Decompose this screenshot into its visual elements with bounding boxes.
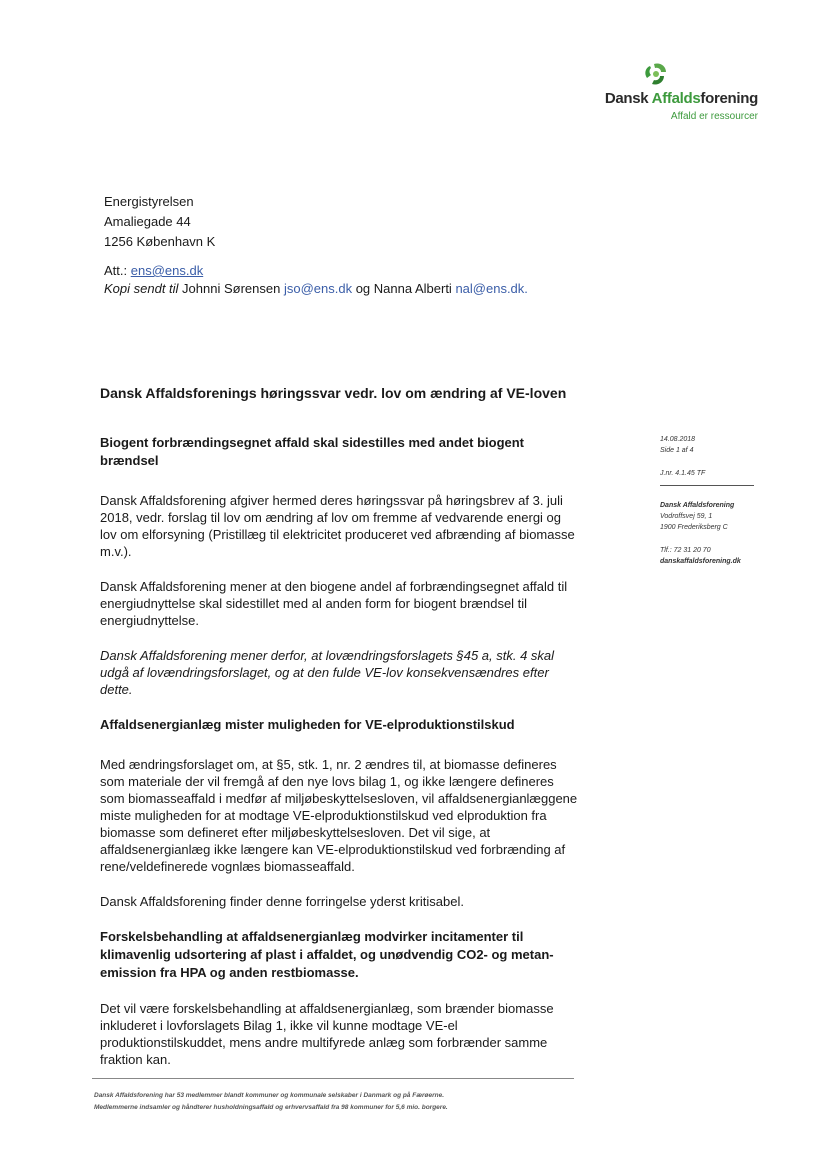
section-heading: Forskelsbehandling at affaldsenergianlæg modvirker incitamenter til klimavenlig udsortering af plast i affaldet, og unødvendig CO2- og metan-emission fra HPA og anden restbiomasse. (100, 929, 554, 980)
letter-body (100, 384, 580, 1068)
footer-line: Medlemmerne indsamler og håndterer husholdningsaffald og erhvervsaffald fra 98 kommuner for 5,6 mio. borgere. (94, 1104, 448, 1111)
recipient-address (104, 192, 215, 252)
paragraph: Dansk Affaldsforening afgiver hermed deres høringssvar på høringsbrev af 3. juli 2018, vedr. forslag til lov om ændring af lov om fremme af vedvarende energi og lov om elforsyning (Pristillæg til elektricitet produceret ved afbrænding af biomasse m.v.). (100, 493, 575, 559)
attention-line: Att.: ens@ens.dk (104, 263, 204, 278)
letter-date: 14.08.2018 (660, 436, 696, 443)
page-count: Side 1 af 4 (660, 447, 694, 454)
paragraph: Dansk Affaldsforening mener derfor, at lovændringsforslagets §45 a, stk. 4 skal udgå af lovændringsforslaget, og at den fulde VE-lov konsekvensændres efter dette. (100, 648, 555, 697)
recipient-line: Energistyrelsen (104, 194, 194, 209)
section-heading: Biogent forbrændingsegnet affald skal sidestilles med andet biogent brændsel (100, 435, 525, 468)
journal-number: J.nr. 4.1.45 TF (660, 470, 706, 477)
organization-logo (605, 62, 758, 122)
copy-line: Kopi sendt til Johnni Sørensen jso@ens.dk og Nanna Alberti nal@ens.dk. (104, 281, 528, 296)
letter-title: Dansk Affaldsforenings høringssvar vedr. lov om ændring af VE-loven (100, 385, 567, 401)
sender-website: danskaffaldsforening.dk (660, 558, 741, 565)
letter-footer (94, 1090, 574, 1114)
logo-tagline: Affald er ressourcer (670, 111, 758, 122)
sender-street: Vodroffsvej 59, 1 (660, 513, 713, 520)
email-link[interactable]: ens@ens.dk (130, 263, 204, 278)
footer-divider (92, 1078, 574, 1079)
sender-phone: Tlf.: 72 31 20 70 (660, 547, 711, 554)
sidebar-divider (660, 485, 754, 486)
letter-meta-sidebar (660, 434, 760, 567)
paragraph: Dansk Affaldsforening mener at den biogene andel af forbrændingsegnet affald til energiudnyttelse skal sidestillet med al anden form for biogent brændsel til energiudnyttelse. (100, 579, 568, 628)
logo-wordmark: Dansk Affaldsforening (604, 90, 758, 107)
attention-block (104, 262, 528, 298)
sender-org: Dansk Affaldsforening (660, 502, 735, 509)
section-heading: Affaldsenergianlæg mister muligheden for VE-elproduktionstilskud (100, 717, 515, 732)
email-link[interactable]: nal@ens.dk. (455, 281, 528, 296)
paragraph: Med ændringsforslaget om, at §5, stk. 1, nr. 2 ændres til, at biomasse defineres som materiale der vil fremgå af den nye lovs bilag 1, og ikke længere defineres som biomasseaffald i medfør af miljøbeskyttelsesloven, vil affaldsenergianlæggene miste muligheden for at modtage VE-elproduktionstilskud ved elproduktion fra biomasse som defineret efter miljøbeskyttelsesloven. Det vil sige, at affaldsenergianlæg ikke længere kan VE-elproduktionstilskud ved forbrænding af rene/veldefinerede vognlæs biomasseaffald. (100, 757, 578, 874)
paragraph: Dansk Affaldsforening finder denne forringelse yderst kritisabel. (100, 894, 464, 909)
recycle-leaf-icon (642, 62, 670, 88)
recipient-line: 1256 København K (104, 234, 216, 249)
footer-line: Dansk Affaldsforening har 53 medlemmer blandt kommuner og kommunale selskaber i Danmark og på Færøerne. (94, 1092, 445, 1099)
email-link[interactable]: jso@ens.dk (283, 281, 353, 296)
paragraph: Det vil være forskelsbehandling at affaldsenergianlæg, som brænder biomasse inkluderet i lovforslagets Bilag 1, ikke vil kunne modtage VE-el produktionstilskuddet, mens andre multifyrede anlæg som forbrænder samme fraktion kan. (100, 1001, 554, 1067)
sender-city: 1900 Frederiksberg C (660, 524, 728, 531)
recipient-line: Amaliegade 44 (104, 214, 191, 229)
